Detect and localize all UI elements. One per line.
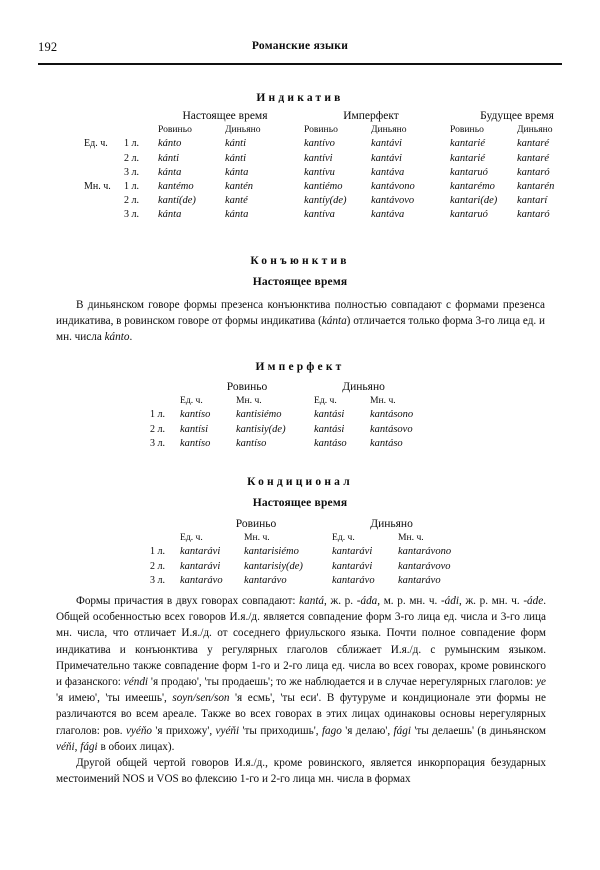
person-label: 2 л. xyxy=(124,195,139,207)
table-row xyxy=(150,424,413,438)
indicative-heading: Индикатив xyxy=(256,92,344,104)
citation-form: vyéňi xyxy=(215,724,240,737)
verb-form: kantarávo xyxy=(180,574,223,586)
imperfect-heading: Имперфект xyxy=(255,361,345,373)
number-label xyxy=(84,167,124,181)
verb-form: kantíva xyxy=(304,209,335,221)
verb-form: kantávono xyxy=(371,180,415,192)
person-label: 3 л. xyxy=(150,437,165,449)
verb-form: kantarávono xyxy=(398,546,452,558)
verb-form: kantávi xyxy=(371,138,402,150)
table-row xyxy=(150,575,451,589)
closing-paragraph-1: Формы причастия в двух говорах совпадают: kantá, ж. р. -áda, м. р. мн. ч. -ádi, ж. р. мн. ч. -áde. Общей особенностью всех говоров И.я./д. является совпадение форм 3-го лица ед. числа и 3-го лица мн. числа, что отличает И.я./д. от соседнего фриульского языка. Почти полное совпадение форм индикатива и конъюнктива у регулярных глаголов сближает И.я./д. с румынским языком. Примечательно также совпадение форм 1-го и 2-го лица ед. числа во всех говорах, кроме ровинского и фазанского: véndi 'я продаю', 'ты продаешь'; то же наблюдается и в случае нерегулярных глаголов: ye 'я имею', 'ты имеешь', soyn/sen/son 'я есмь', 'ты еси'. В футуруме и кондиционале эти формы не различаются во всем ареале. Также во всех говорах в этих лицах одинаковы основы нерегулярных глаголов: ров. vyéňo 'я прихожу', vyéňi 'ты приходишь', fago 'я делаю', fági 'ты делаешь' (в диньянском véňi, fági в обоих лицах). xyxy=(56,595,546,753)
verb-form: kantíso xyxy=(236,437,267,449)
number-header: Мн. ч. xyxy=(236,395,262,407)
person-label: 1 л. xyxy=(124,180,139,192)
verb-form: kantarisiy(de) xyxy=(244,560,303,572)
citation-form: véndi xyxy=(123,676,149,689)
number-header: Мн. ч. xyxy=(244,532,270,544)
person-label: 3 л. xyxy=(150,574,165,586)
verb-form: kantiémo xyxy=(304,180,343,192)
table-row xyxy=(84,153,584,167)
citation-form: fági xyxy=(80,740,98,753)
verb-form: kantíy(de) xyxy=(304,195,347,207)
person-label: 3 л. xyxy=(124,166,139,178)
number-header: Ед. ч. xyxy=(180,395,203,407)
verb-form: kantarémo xyxy=(450,180,495,192)
dialect-group-rovinyo: Ровиньо xyxy=(226,381,268,393)
verb-form: kantáso xyxy=(370,437,403,449)
citation-form: véňi xyxy=(56,740,75,753)
verb-form: kánti xyxy=(225,138,246,150)
verb-form: kantén xyxy=(225,180,253,192)
verb-form: kantarávovo xyxy=(398,560,451,572)
tense-group-present: Настоящее время xyxy=(182,110,268,122)
number-label xyxy=(84,195,124,209)
person-label: 1 л. xyxy=(150,409,165,421)
verb-form: kanté xyxy=(225,195,248,207)
verb-form: kantarén xyxy=(517,180,555,192)
verb-form: kantíso xyxy=(180,437,211,449)
indicative-tense-header-row xyxy=(84,110,584,124)
conjunctive-subheading: Настоящее время xyxy=(252,276,348,288)
table-row xyxy=(84,181,584,195)
table-row xyxy=(84,167,584,181)
table-row xyxy=(150,546,451,560)
dialect-group-dinyano: Диньяно xyxy=(370,518,413,530)
header-rule xyxy=(38,63,562,65)
verb-form: kantívi xyxy=(304,152,333,164)
verb-form: kantarávi xyxy=(180,560,221,572)
table-row xyxy=(150,561,451,575)
verb-form: kantívo xyxy=(304,138,335,150)
verb-form: kánta xyxy=(158,209,182,221)
table-row xyxy=(84,138,584,152)
verb-form: kánti xyxy=(225,152,246,164)
verb-form: kantaré xyxy=(517,138,550,150)
verb-form: kantarié xyxy=(450,152,485,164)
number-header: Ед. ч. xyxy=(314,395,337,407)
conditional-subheading: Настоящее время xyxy=(252,497,348,509)
person-label: 2 л. xyxy=(150,560,165,572)
verb-form: kánta xyxy=(225,166,249,178)
verb-form: kantásono xyxy=(370,409,414,421)
person-label: 2 л. xyxy=(124,152,139,164)
verb-form: kantási xyxy=(314,423,345,435)
verb-form: kantáva xyxy=(371,166,405,178)
table-row xyxy=(84,195,584,209)
dialect-header: Диньяно xyxy=(371,124,407,136)
dialect-header: Ровиньо xyxy=(304,124,338,136)
citation-form: -áde xyxy=(523,595,544,607)
verb-form: kánto xyxy=(158,138,182,150)
verb-form: kantaruó xyxy=(450,166,488,178)
verb-form: kantarié xyxy=(450,138,485,150)
verb-form: kantávi xyxy=(371,152,402,164)
conditional-heading: Кондиционал xyxy=(247,476,353,488)
table-row xyxy=(150,409,413,423)
conjunctive-heading: Конъюнктив xyxy=(250,255,350,267)
imperfect-table xyxy=(150,381,413,452)
verb-form: kantisiémo xyxy=(236,409,282,421)
verb-form: kantaruó xyxy=(450,209,488,221)
verb-form: kantarávo xyxy=(244,574,287,586)
number-header: Мн. ч. xyxy=(398,532,424,544)
verb-form: kantarávi xyxy=(180,546,221,558)
citation-form: -ádi xyxy=(440,595,459,607)
verb-form: kantáso xyxy=(314,437,347,449)
conditional-number-header-row xyxy=(150,532,451,546)
conditional-dialect-header-row xyxy=(150,518,451,532)
number-header: Ед. ч. xyxy=(180,532,203,544)
verb-form: kantisiy(de) xyxy=(236,423,286,435)
dialect-group-rovinyo: Ровиньо xyxy=(235,518,277,530)
running-title: Романские языки xyxy=(251,40,349,52)
verb-form: kantarávo xyxy=(398,574,441,586)
closing-text-block xyxy=(56,593,546,787)
running-head xyxy=(38,40,562,58)
verb-form: kantásovo xyxy=(370,423,413,435)
closing-paragraph-2: Другой общей чертой говоров И.я./д., кроме ровинского, является инкорпорация безударных местоимений NOS и VOS во флексию 1-го и 2-го лица мн. числа в формах xyxy=(56,757,546,786)
number-header: Ед. ч. xyxy=(332,532,355,544)
dialect-group-dinyano: Диньяно xyxy=(342,381,385,393)
tense-group-imperfect: Имперфект xyxy=(343,110,399,122)
indicative-dialect-header-row xyxy=(84,124,584,138)
citation-form: fago xyxy=(321,724,342,737)
citation-form: kánto xyxy=(104,331,130,344)
verb-form: kantari(de) xyxy=(450,195,498,207)
number-label xyxy=(84,153,124,167)
citation-form: fági xyxy=(393,724,411,737)
verb-form: kantaré xyxy=(517,152,550,164)
verb-form: kantaró xyxy=(517,166,550,178)
verb-form: kantarávi xyxy=(332,546,373,558)
verb-form: kánta xyxy=(158,166,182,178)
citation-form: kantá xyxy=(299,595,325,607)
verb-form: kantí(de) xyxy=(158,195,196,207)
conditional-table xyxy=(150,518,451,589)
number-header: Мн. ч. xyxy=(370,395,396,407)
verb-form: kantási xyxy=(314,409,345,421)
verb-form: kantarávi xyxy=(332,560,373,572)
table-row xyxy=(150,438,413,452)
citation-form: -áda xyxy=(356,595,378,607)
verb-form: kantarí xyxy=(517,195,548,207)
dialect-header: Ровиньо xyxy=(450,124,484,136)
imperfect-number-header-row xyxy=(150,395,413,409)
page-number: 192 xyxy=(38,40,58,54)
verb-form: kantívu xyxy=(304,166,335,178)
number-label xyxy=(84,209,124,223)
verb-form: kantarávo xyxy=(332,574,375,586)
citation-form: soyn/sen/son xyxy=(172,692,230,705)
dialect-header: Диньяно xyxy=(517,124,553,136)
person-label: 1 л. xyxy=(150,546,165,558)
indicative-table xyxy=(84,110,584,224)
verb-form: kantémo xyxy=(158,180,194,192)
person-label: 2 л. xyxy=(150,423,165,435)
dialect-header: Диньяно xyxy=(225,124,261,136)
imperfect-dialect-header-row xyxy=(150,381,413,395)
verb-form: kantarisiémo xyxy=(244,546,299,558)
dialect-header: Ровиньо xyxy=(158,124,192,136)
number-label: Ед. ч. xyxy=(84,138,108,150)
verb-form: kantávovo xyxy=(371,195,415,207)
conjunctive-paragraph: В диньянском говоре формы презенса конъюнктива полностью совпадают с формами презенса индикатива, в ровинском говоре от формы индикатива (kánta) отличается только форма 3-го лица ед. и мн. числа kánto. xyxy=(56,299,545,344)
person-label: 1 л. xyxy=(124,138,139,150)
citation-form: kánta xyxy=(321,315,347,328)
verb-form: kantísi xyxy=(180,423,208,435)
citation-form: ye xyxy=(536,676,546,689)
table-row xyxy=(84,209,584,223)
number-label: Мн. ч. xyxy=(84,180,111,192)
verb-form: kantáva xyxy=(371,209,405,221)
verb-form: kánti xyxy=(158,152,179,164)
person-label: 3 л. xyxy=(124,209,139,221)
tense-group-future: Будущее время xyxy=(480,110,554,122)
citation-form: vyéňo xyxy=(125,724,153,737)
verb-form: kánta xyxy=(225,209,249,221)
verb-form: kantaró xyxy=(517,209,550,221)
verb-form: kantíso xyxy=(180,409,211,421)
